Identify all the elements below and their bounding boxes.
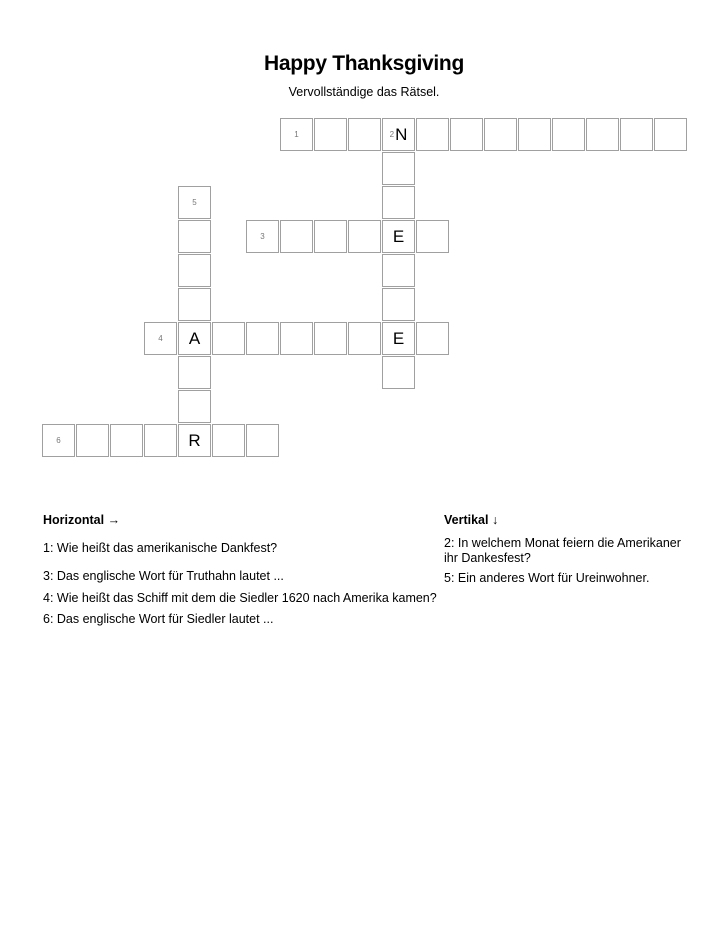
crossword-cell[interactable] xyxy=(178,424,211,457)
horizontal-clues-title xyxy=(43,513,445,529)
crossword-cell[interactable] xyxy=(518,118,551,151)
clue-item: 3: Das englische Wort für Truthahn lautet ... xyxy=(43,569,284,583)
crossword-cell[interactable] xyxy=(620,118,653,151)
cell-letter: A xyxy=(188,329,201,348)
crossword-cell[interactable] xyxy=(382,356,415,389)
crossword-cell[interactable] xyxy=(484,118,517,151)
crossword-cell[interactable] xyxy=(382,288,415,321)
cell-letter: R xyxy=(188,431,201,450)
crossword-cell[interactable] xyxy=(416,322,449,355)
crossword-cell[interactable] xyxy=(314,322,347,355)
crossword-cell[interactable] xyxy=(178,390,211,423)
page-title: Happy Thanksgiving xyxy=(264,52,464,75)
clues-vertical-section xyxy=(444,513,684,592)
vertical-clues-title xyxy=(444,513,684,529)
crossword-cell[interactable] xyxy=(348,220,381,253)
right-arrow-icon: → xyxy=(107,513,121,527)
page-subtitle: Vervollständige das Rätsel. xyxy=(288,85,440,99)
clue-item: 4: Wie heißt das Schiff mit dem die Siedler 1620 nach Amerika kamen? xyxy=(43,590,437,605)
crossword-cell[interactable] xyxy=(382,118,415,151)
crossword-cell[interactable] xyxy=(178,220,211,253)
crossword-cell[interactable] xyxy=(178,186,211,219)
crossword-cell[interactable] xyxy=(654,118,687,151)
crossword-cell[interactable] xyxy=(178,322,211,355)
vertical-clues-label: Vertikal xyxy=(444,513,489,527)
crossword-cell[interactable] xyxy=(212,424,245,457)
clue-item: 5: Ein anderes Wort für Ureinwohner. xyxy=(444,570,650,585)
crossword-cell[interactable] xyxy=(552,118,585,151)
cell-number: 5 xyxy=(192,197,197,207)
crossword-cell[interactable] xyxy=(178,254,211,287)
cell-number: 1 xyxy=(294,129,299,139)
crossword-cell[interactable] xyxy=(314,220,347,253)
crossword-cell[interactable] xyxy=(178,356,211,389)
cell-letter: E xyxy=(392,227,405,246)
crossword-cell[interactable] xyxy=(382,186,415,219)
crossword-cell[interactable] xyxy=(246,322,279,355)
crossword-cell[interactable] xyxy=(348,322,381,355)
crossword-cell[interactable] xyxy=(314,118,347,151)
crossword-cell[interactable] xyxy=(280,118,313,151)
cell-number: 2 xyxy=(389,129,395,139)
horizontal-clues-label: Horizontal xyxy=(43,513,105,527)
cell-number: 4 xyxy=(158,333,163,343)
crossword-cell[interactable] xyxy=(144,424,177,457)
crossword-cell[interactable] xyxy=(246,424,279,457)
crossword-cell[interactable] xyxy=(178,288,211,321)
crossword-cell[interactable] xyxy=(382,152,415,185)
crossword-cell[interactable] xyxy=(144,322,177,355)
crossword-cell[interactable] xyxy=(42,424,75,457)
crossword-grid xyxy=(42,118,688,458)
crossword-cell[interactable] xyxy=(416,220,449,253)
crossword-cell[interactable] xyxy=(280,322,313,355)
crossword-cell[interactable] xyxy=(348,118,381,151)
crossword-cell[interactable] xyxy=(76,424,109,457)
down-arrow-icon: ↓ xyxy=(491,513,499,527)
cell-number: 3 xyxy=(260,231,265,241)
crossword-cell[interactable] xyxy=(382,220,415,253)
crossword-cell[interactable] xyxy=(110,424,143,457)
crossword-cell[interactable] xyxy=(382,254,415,287)
crossword-cell[interactable] xyxy=(586,118,619,151)
clue-item: 6: Das englische Wort für Siedler lautet ... xyxy=(43,612,274,626)
clue-item: 2: In welchem Monat feiern die Amerikaner ihr Dankesfest? xyxy=(444,535,681,565)
cell-number: 6 xyxy=(56,435,61,445)
crossword-cell[interactable] xyxy=(416,118,449,151)
crossword-cell[interactable] xyxy=(280,220,313,253)
crossword-cell[interactable] xyxy=(382,322,415,355)
cell-letter: E xyxy=(392,329,405,348)
crossword-cell[interactable] xyxy=(212,322,245,355)
clues-horizontal-section xyxy=(43,513,445,634)
cell-letter: N xyxy=(395,125,408,144)
clue-item: 1: Wie heißt das amerikanische Dankfest? xyxy=(43,540,278,555)
crossword-cell[interactable] xyxy=(450,118,483,151)
crossword-cell[interactable] xyxy=(246,220,279,253)
